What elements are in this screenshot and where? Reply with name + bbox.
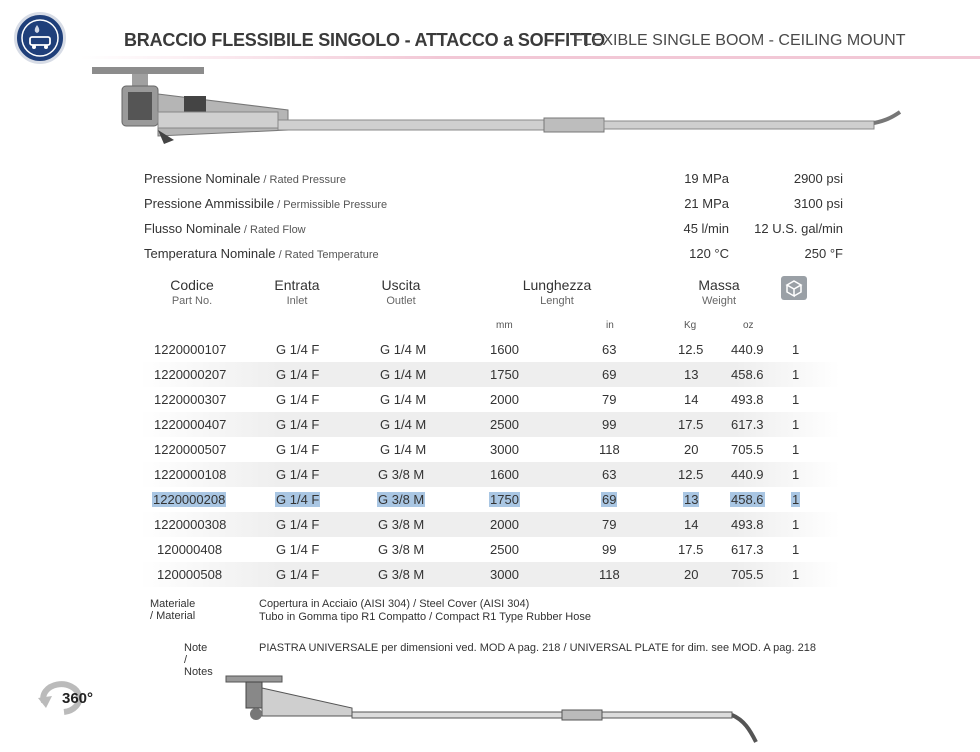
cell-code: 1220000207 <box>154 367 227 382</box>
cell-in: 79 <box>602 392 617 407</box>
column-header-inlet: Entrata Inlet <box>274 277 320 307</box>
cell-outlet: G 3/8 M <box>378 517 425 532</box>
cell-code: 1220000208 <box>153 492 226 507</box>
rotation-label: 360° <box>62 690 94 707</box>
table-row[interactable] <box>140 537 840 562</box>
cell-qty: 1 <box>792 392 800 407</box>
cell-outlet: G 1/4 M <box>380 417 427 432</box>
cell-in: 99 <box>602 417 617 432</box>
cell-kg: 13 <box>684 492 699 507</box>
material-line-2: Tubo in Gomma tipo R1 Compatto / Compact R1 Type Rubber Hose <box>259 611 591 623</box>
cell-mm: 2000 <box>490 392 519 407</box>
column-header-code: Codice Part No. <box>170 277 214 307</box>
page-subtitle: FLEXIBLE SINGLE BOOM - CEILING MOUNT <box>573 32 906 49</box>
cell-kg: 17.5 <box>678 417 704 432</box>
table-row[interactable] <box>140 337 840 362</box>
spec-label: Pressione Nominale / Rated Pressure <box>144 171 346 186</box>
cell-qty: 1 <box>792 567 800 582</box>
cell-in: 79 <box>602 517 617 532</box>
cell-oz: 440.9 <box>731 467 764 482</box>
cell-kg: 20 <box>684 442 699 457</box>
column-header-outlet: Uscita Outlet <box>381 277 421 307</box>
cell-inlet: G 1/4 F <box>276 417 320 432</box>
cell-code: 120000508 <box>157 567 223 582</box>
cell-inlet: G 1/4 F <box>276 367 320 382</box>
cell-oz: 705.5 <box>731 442 764 457</box>
cell-qty: 1 <box>792 342 800 357</box>
boom-product-image <box>88 60 908 172</box>
cell-code: 1220000308 <box>154 517 227 532</box>
notes-label: Note / Notes <box>184 642 213 678</box>
cell-oz: 458.6 <box>731 492 764 507</box>
cell-oz: 617.3 <box>731 417 764 432</box>
cell-in: 63 <box>602 467 617 482</box>
cell-qty: 1 <box>792 367 800 382</box>
table-row[interactable] <box>140 512 840 537</box>
cell-qty: 1 <box>792 517 800 532</box>
cell-oz: 493.8 <box>731 392 764 407</box>
spec-value-metric: 21 MPa <box>684 196 729 211</box>
cell-kg: 17.5 <box>678 542 704 557</box>
cell-oz: 705.5 <box>731 567 764 582</box>
unit-oz: oz <box>743 320 754 331</box>
material-label: Materiale / Material <box>150 598 196 622</box>
cell-inlet: G 1/4 F <box>276 467 320 482</box>
cell-inlet: G 1/4 F <box>276 517 320 532</box>
unit-mm: mm <box>496 320 513 331</box>
parts-table <box>140 337 840 587</box>
table-row-selected[interactable] <box>140 487 840 512</box>
cell-mm: 1600 <box>490 342 519 357</box>
cell-outlet: G 3/8 M <box>378 467 425 482</box>
cell-inlet: G 1/4 F <box>276 492 320 507</box>
cell-kg: 14 <box>684 392 699 407</box>
spec-value-metric: 45 l/min <box>683 221 729 236</box>
forklift-badge-icon <box>14 12 66 64</box>
cell-inlet: G 1/4 F <box>276 567 320 582</box>
cell-qty: 1 <box>792 467 800 482</box>
spec-value-metric: 120 °C <box>689 246 729 261</box>
cell-outlet: G 1/4 M <box>380 342 427 357</box>
spec-label: Flusso Nominale / Rated Flow <box>144 221 306 236</box>
unit-kg: Kg <box>684 320 697 331</box>
cell-kg: 12.5 <box>678 467 704 482</box>
cell-oz: 493.8 <box>731 517 764 532</box>
table-row[interactable] <box>140 362 840 387</box>
column-header-mass: Massa Weight <box>698 277 740 307</box>
material-line-1: Copertura in Acciaio (AISI 304) / Steel Cover (AISI 304) <box>259 598 530 610</box>
cell-code: 1220000307 <box>154 392 227 407</box>
cell-kg: 12.5 <box>678 342 704 357</box>
spec-row <box>144 243 864 268</box>
cell-oz: 458.6 <box>731 367 764 382</box>
cell-outlet: G 3/8 M <box>378 492 425 507</box>
column-header-length: Lunghezza Lenght <box>522 277 592 307</box>
spec-value-metric: 19 MPa <box>684 171 729 186</box>
cell-kg: 14 <box>684 517 699 532</box>
spec-row <box>144 193 864 218</box>
cell-code: 1220000108 <box>154 467 227 482</box>
cell-outlet: G 1/4 M <box>380 442 427 457</box>
cell-qty: 1 <box>792 542 800 557</box>
spec-list <box>144 168 864 268</box>
cell-outlet: G 1/4 M <box>380 392 427 407</box>
page-title: BRACCIO FLESSIBILE SINGOLO - ATTACCO a SOFFITTO <box>124 30 605 50</box>
cell-in: 69 <box>602 492 617 507</box>
spec-value-imperial: 12 U.S. gal/min <box>754 221 843 236</box>
cell-qty: 1 <box>792 492 800 507</box>
unit-in: in <box>606 320 614 331</box>
cell-oz: 617.3 <box>731 542 764 557</box>
cell-code: 1220000107 <box>154 342 227 357</box>
spec-row <box>144 168 864 193</box>
cell-inlet: G 1/4 F <box>276 342 320 357</box>
cell-in: 99 <box>602 542 617 557</box>
cell-inlet: G 1/4 F <box>276 442 320 457</box>
cell-mm: 1750 <box>490 367 519 382</box>
header-divider <box>80 56 980 59</box>
table-row[interactable] <box>140 387 840 412</box>
cell-oz: 440.9 <box>731 342 764 357</box>
cell-inlet: G 1/4 F <box>276 392 320 407</box>
table-row[interactable] <box>140 412 840 437</box>
cell-code: 120000408 <box>157 542 223 557</box>
cell-inlet: G 1/4 F <box>276 542 320 557</box>
spec-value-imperial: 3100 psi <box>793 196 843 211</box>
cell-code: 1220000407 <box>154 417 227 432</box>
cell-mm: 1750 <box>490 492 519 507</box>
cell-outlet: G 1/4 M <box>380 367 427 382</box>
cell-in: 118 <box>599 442 620 457</box>
cell-mm: 1600 <box>490 467 519 482</box>
spec-row <box>144 218 864 243</box>
spec-value-imperial: 250 °F <box>804 246 843 261</box>
cell-in: 69 <box>602 367 617 382</box>
package-box-icon <box>781 276 807 300</box>
cell-kg: 20 <box>684 567 699 582</box>
table-row[interactable] <box>140 462 840 487</box>
table-row[interactable] <box>140 562 840 587</box>
cell-in: 63 <box>602 342 617 357</box>
cell-qty: 1 <box>792 417 800 432</box>
cell-mm: 3000 <box>490 567 519 582</box>
cell-mm: 2000 <box>490 517 519 532</box>
cell-code: 1220000507 <box>154 442 227 457</box>
cell-in: 118 <box>599 567 620 582</box>
notes-text: PIASTRA UNIVERSALE per dimensioni ved. MOD A pag. 218 / UNIVERSAL PLATE for dim. see MOD. A pag. 218 <box>259 642 816 654</box>
spec-label: Temperatura Nominale / Rated Temperature <box>144 246 379 261</box>
cell-mm: 2500 <box>490 542 519 557</box>
cell-outlet: G 3/8 M <box>378 542 425 557</box>
cell-qty: 1 <box>792 442 800 457</box>
cell-outlet: G 3/8 M <box>378 567 425 582</box>
spec-label: Pressione Ammissibile / Permissible Pressure <box>144 196 388 211</box>
spec-value-imperial: 2900 psi <box>793 171 843 186</box>
cell-kg: 13 <box>684 367 699 382</box>
table-row[interactable] <box>140 437 840 462</box>
boom-drawing-image <box>222 672 782 752</box>
cell-mm: 2500 <box>490 417 519 432</box>
cell-mm: 3000 <box>490 442 519 457</box>
